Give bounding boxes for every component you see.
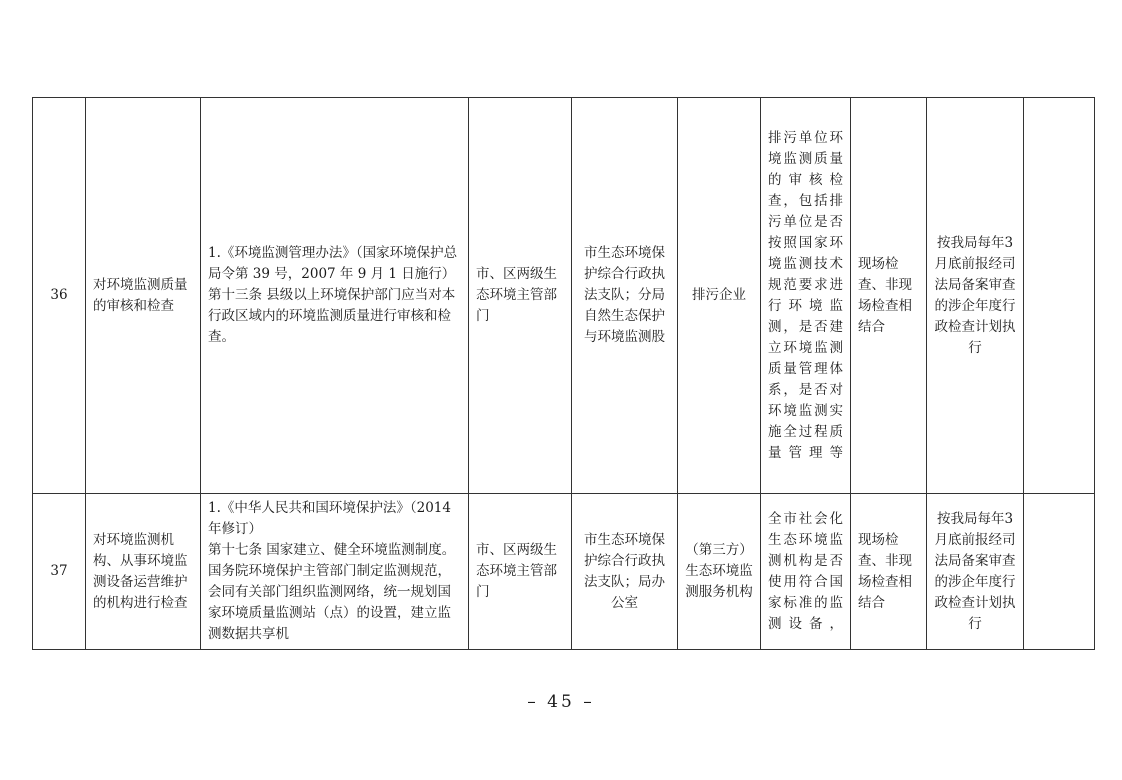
inspection-item: 对环境监测机构、从事环境监测设备运营维护的机构进行检查 (86, 494, 201, 650)
inspection-item: 对环境监测质量的审核和检查 (86, 98, 201, 494)
inspection-method: 现场检查、非现场检查相结合 (851, 494, 927, 650)
table-row (33, 98, 1095, 494)
implementing-body: 市生态环境保护综合行政执法支队；分局自然生态保护与环境监测股 (572, 98, 678, 494)
inspection-items-table (32, 97, 1095, 650)
remark (1024, 494, 1095, 650)
legal-basis (201, 98, 469, 494)
page-number: – 45 – (527, 692, 595, 712)
inspection-subject: 市、区两级生态环境主管部门 (469, 494, 572, 650)
inspection-content: 全市社会化生态环境监测机构是否使用符合国家标准的监测设备， (761, 494, 851, 650)
legal-basis-text: 1.《环境监测管理办法》（国家环境保护总局令第 39 号，2007 年 9 月 1 日施行） 第十三条 县级以上环境保护部门应当对本行政区域内的环境监测质量进行审核和检查。 (208, 245, 458, 345)
row-number: 36 (33, 98, 86, 494)
table-row (33, 494, 1095, 650)
row-number: 37 (33, 494, 86, 650)
inspection-object: （第三方）生态环境监测服务机构 (678, 494, 761, 650)
legal-basis-text: 1.《中华人民共和国环境保护法》（2014 年修订） 第十七条 国家建立、健全环境监测制度。国务院环境保护主管部门制定监测规范，会同有关部门组织监测网络，统一规划国家环境质量监测站（点）的设置，建立监测数据共享机 (208, 500, 456, 642)
remark (1024, 98, 1095, 494)
inspection-plan: 按我局每年3月底前报经司法局备案审查的涉企年度行政检查计划执行 (927, 98, 1024, 494)
legal-basis (201, 494, 469, 650)
inspection-content: 排污单位环境监测质量的审核检查，包括排污单位是否按照国家环境监测技术规范要求进行环境监测，是否建立环境监测质量管理体系，是否对环境监测实施全过程质量管理等 (761, 98, 851, 494)
implementing-body: 市生态环境保护综合行政执法支队；局办公室 (572, 494, 678, 650)
inspection-method: 现场检查、非现场检查相结合 (851, 98, 927, 494)
inspection-subject: 市、区两级生态环境主管部门 (469, 98, 572, 494)
inspection-plan: 按我局每年3月底前报经司法局备案审查的涉企年度行政检查计划执行 (927, 494, 1024, 650)
inspection-object: 排污企业 (678, 98, 761, 494)
